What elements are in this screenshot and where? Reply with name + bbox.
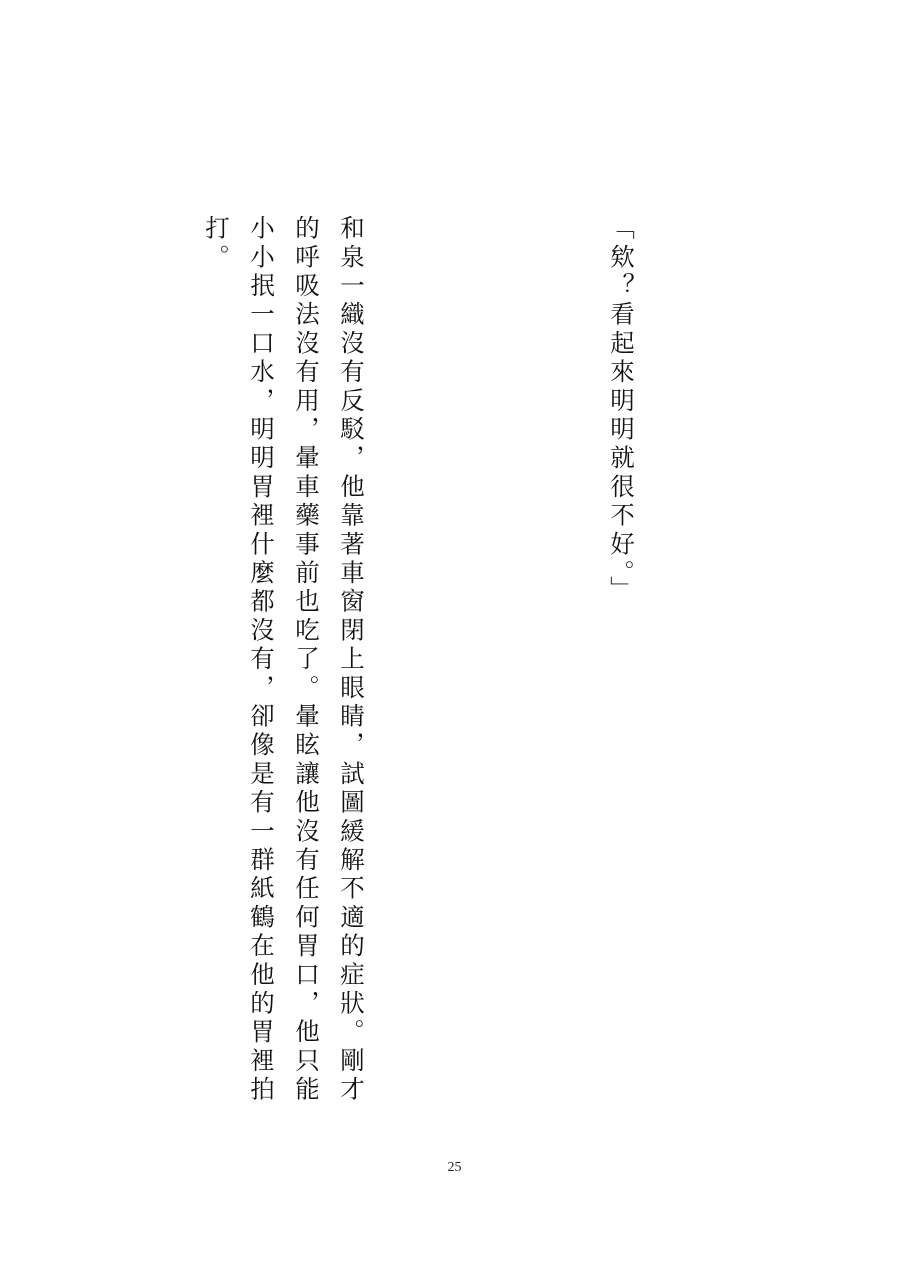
paragraph-gap <box>464 215 509 225</box>
page-number: 25 <box>447 1160 462 1175</box>
paragraph-narration-1: 和泉一織沒有反駁，他靠著車窗閉上眼睛，試圖緩解不適的症狀。剛才的呼吸法沒有用，暈車藥事前也吃了。暈眩讓他沒有任何胃口，他只能小小抿一口水，明明胃裡什麼都沒有，卻像是有一群紙鶴在他的胃裡拍打。 <box>202 215 366 1105</box>
paragraph-gap <box>59 215 104 225</box>
paragraph-dialogue-1: 「欸？看起來明明就很不好。」 <box>607 215 636 605</box>
vertical-text-body <box>0 215 734 1120</box>
